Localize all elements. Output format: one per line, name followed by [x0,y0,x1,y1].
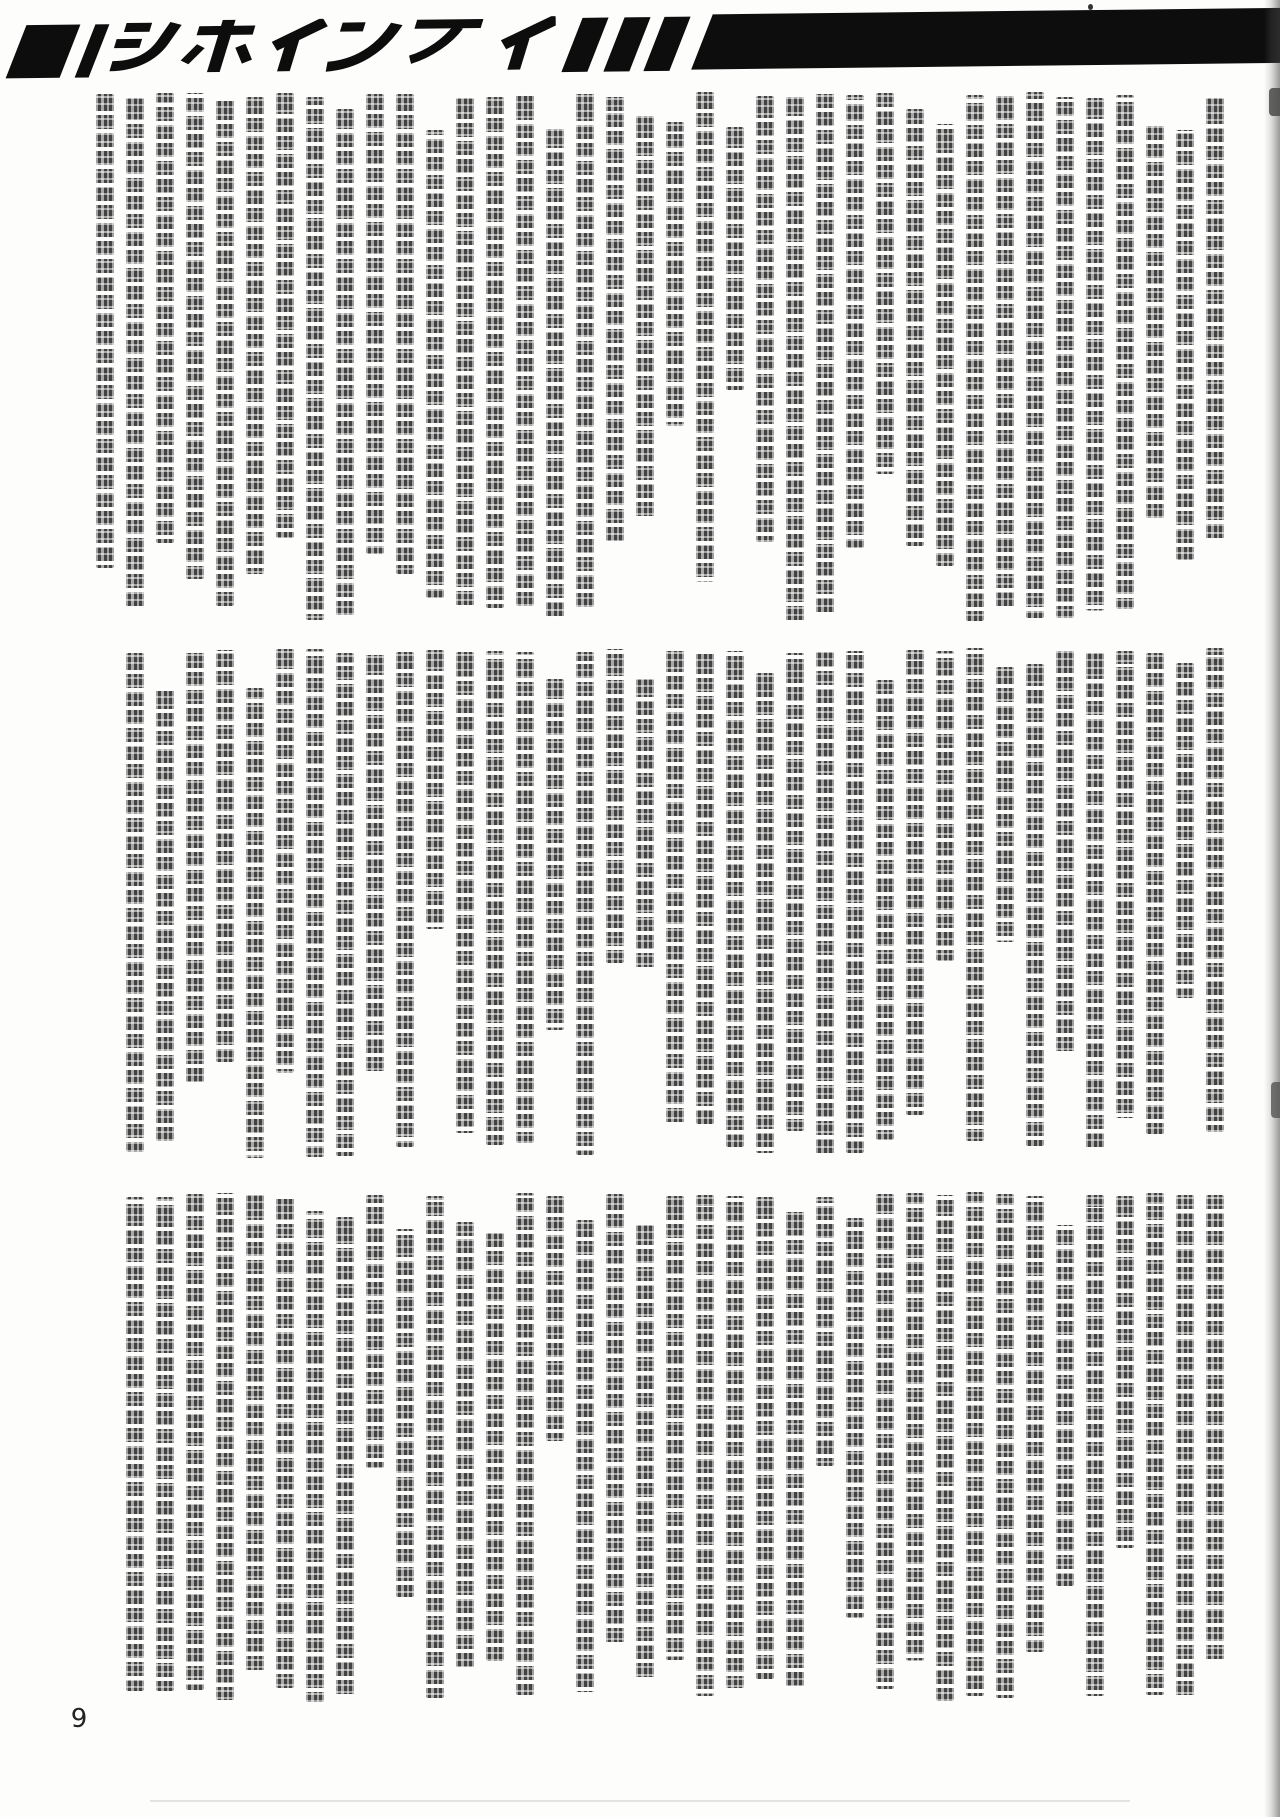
redacted-text-column [276,649,294,1073]
redacted-text-column [246,688,264,1158]
redacted-text-column [1116,651,1134,1118]
header-banner [0,0,1280,90]
redacted-text-column [216,1193,234,1701]
redacted-text-column [1176,1195,1194,1697]
redacted-text-column [1086,1195,1104,1696]
redacted-text-column [606,1194,624,1647]
redacted-text-column [276,93,294,538]
redacted-text-column [726,651,744,1146]
redacted-text-column [156,687,174,1142]
banner-slash-icon [643,17,690,72]
redacted-text-column [96,94,114,568]
redacted-text-column [666,1196,684,1660]
redacted-text-column [1116,1196,1134,1548]
redacted-text-column [696,650,714,1124]
redacted-text-column [1146,653,1164,1134]
redacted-text-column [456,1222,474,1671]
redacted-text-column [1086,98,1104,611]
redacted-text-column [126,1197,144,1691]
redacted-text-column [306,97,324,620]
redacted-text-column [1056,1225,1074,1586]
redacted-text-column [636,1222,654,1678]
redacted-text-column [306,1211,324,1702]
banner-slash-icon [6,25,81,79]
redacted-text-column [666,122,684,426]
redacted-text-column [246,1192,264,1671]
redacted-text-column [156,1197,174,1691]
redacted-text-column [846,651,864,1153]
redacted-text-column [186,1194,204,1690]
redacted-text-column [1086,650,1104,1148]
redacted-text-column [396,652,414,1148]
redacted-text-column [906,650,924,1115]
redacted-text-column [486,1230,504,1661]
redacted-text-column [576,93,594,610]
page-number: 9 [70,1704,88,1734]
redacted-text-column [486,651,504,1145]
redacted-text-column [366,1195,384,1468]
redacted-text-column [606,649,624,963]
redacted-text-column [1206,1195,1224,1660]
scan-edge-artifact [1271,1082,1280,1118]
redacted-text-column [786,95,804,622]
redacted-text-column [846,1218,864,1618]
redacted-text-column [876,680,894,1141]
banner-slash-icon [561,18,608,73]
redacted-text-column [186,93,204,580]
redacted-text-column [696,92,714,582]
redacted-text-column [336,653,354,1156]
redacted-text-column [1176,130,1194,559]
redacted-text-column [366,654,384,1074]
redacted-text-column [606,96,624,544]
banner-slash-icon [75,24,110,77]
redacted-text-column [906,109,924,546]
redacted-text-column [906,1193,924,1661]
redacted-text-column [546,1196,564,1441]
redacted-text-column [396,1229,414,1597]
redacted-text-column [336,109,354,619]
redacted-text-column [1146,124,1164,520]
redacted-text-column [966,1192,984,1696]
redacted-text-column [426,1196,444,1697]
redacted-text-column [276,1195,294,1689]
redacted-text-column [1056,649,1074,1053]
redacted-text-column [216,650,234,1062]
redacted-text-column [816,649,834,1155]
redacted-text-column [966,95,984,622]
redacted-text-column [246,97,264,574]
redacted-text-column [756,96,774,543]
redacted-text-column [1116,95,1134,609]
redacted-text-column [966,648,984,1141]
redacted-text-column [1206,95,1224,540]
banner-slash-icon [603,17,650,72]
redacted-text-column [396,94,414,574]
redacted-text-column [306,649,324,1158]
redacted-text-column [126,653,144,1152]
redacted-text-column [756,673,774,1153]
redacted-text-column [1026,1196,1044,1653]
scan-speck [1088,4,1093,10]
redacted-text-column [576,1220,594,1692]
redacted-text-column [636,114,654,518]
redacted-text-column [666,650,684,1126]
logo-text [108,16,557,75]
redacted-text-column [1146,1193,1164,1695]
redacted-text-column [456,652,474,1134]
scan-edge-shadow [1264,0,1280,1817]
redacted-text-column [1206,648,1224,1132]
redacted-text-column [1176,663,1194,998]
redacted-text-column [996,667,1014,942]
scan-bottom-line [150,1800,1130,1802]
redacted-text-column [816,93,834,614]
banner-bar [691,7,1280,69]
redacted-text-column [546,679,564,1030]
redacted-text-column [1056,97,1074,618]
redacted-text-column [576,652,594,1154]
redacted-text-column [156,93,174,543]
redacted-text-column [516,1193,534,1695]
redacted-text-column [366,94,384,555]
redacted-text-column [546,127,564,618]
redacted-text-column [516,92,534,605]
redacted-text-column [186,652,204,1084]
scan-edge-artifact [1269,88,1280,116]
redacted-text-column [126,95,144,607]
redacted-text-column [756,1197,774,1678]
redacted-text-column [1026,664,1044,1146]
redacted-text-column [456,95,474,606]
redacted-text-column [936,651,954,961]
redacted-text-column [636,676,654,968]
redacted-text-column [786,1211,804,1689]
redacted-text-column [726,127,744,390]
redacted-text-column [336,1217,354,1698]
redacted-text-column [936,124,954,566]
redacted-text-column [816,1197,834,1467]
redacted-text-column [426,130,444,598]
redacted-text-column [1026,92,1044,618]
redacted-text-column [876,93,894,474]
redacted-text-column [936,1195,954,1701]
redacted-text-column [996,1194,1014,1697]
redacted-text-column [846,95,864,549]
redacted-text-column [516,652,534,1143]
redacted-text-column [696,1195,714,1696]
redacted-text-column [786,653,804,1130]
redacted-text-column [426,650,444,929]
redacted-text-column [216,97,234,606]
redacted-text-column [996,94,1014,608]
redacted-text-column [486,97,504,608]
redacted-text-column [876,1194,894,1689]
redacted-text-column [726,1196,744,1689]
